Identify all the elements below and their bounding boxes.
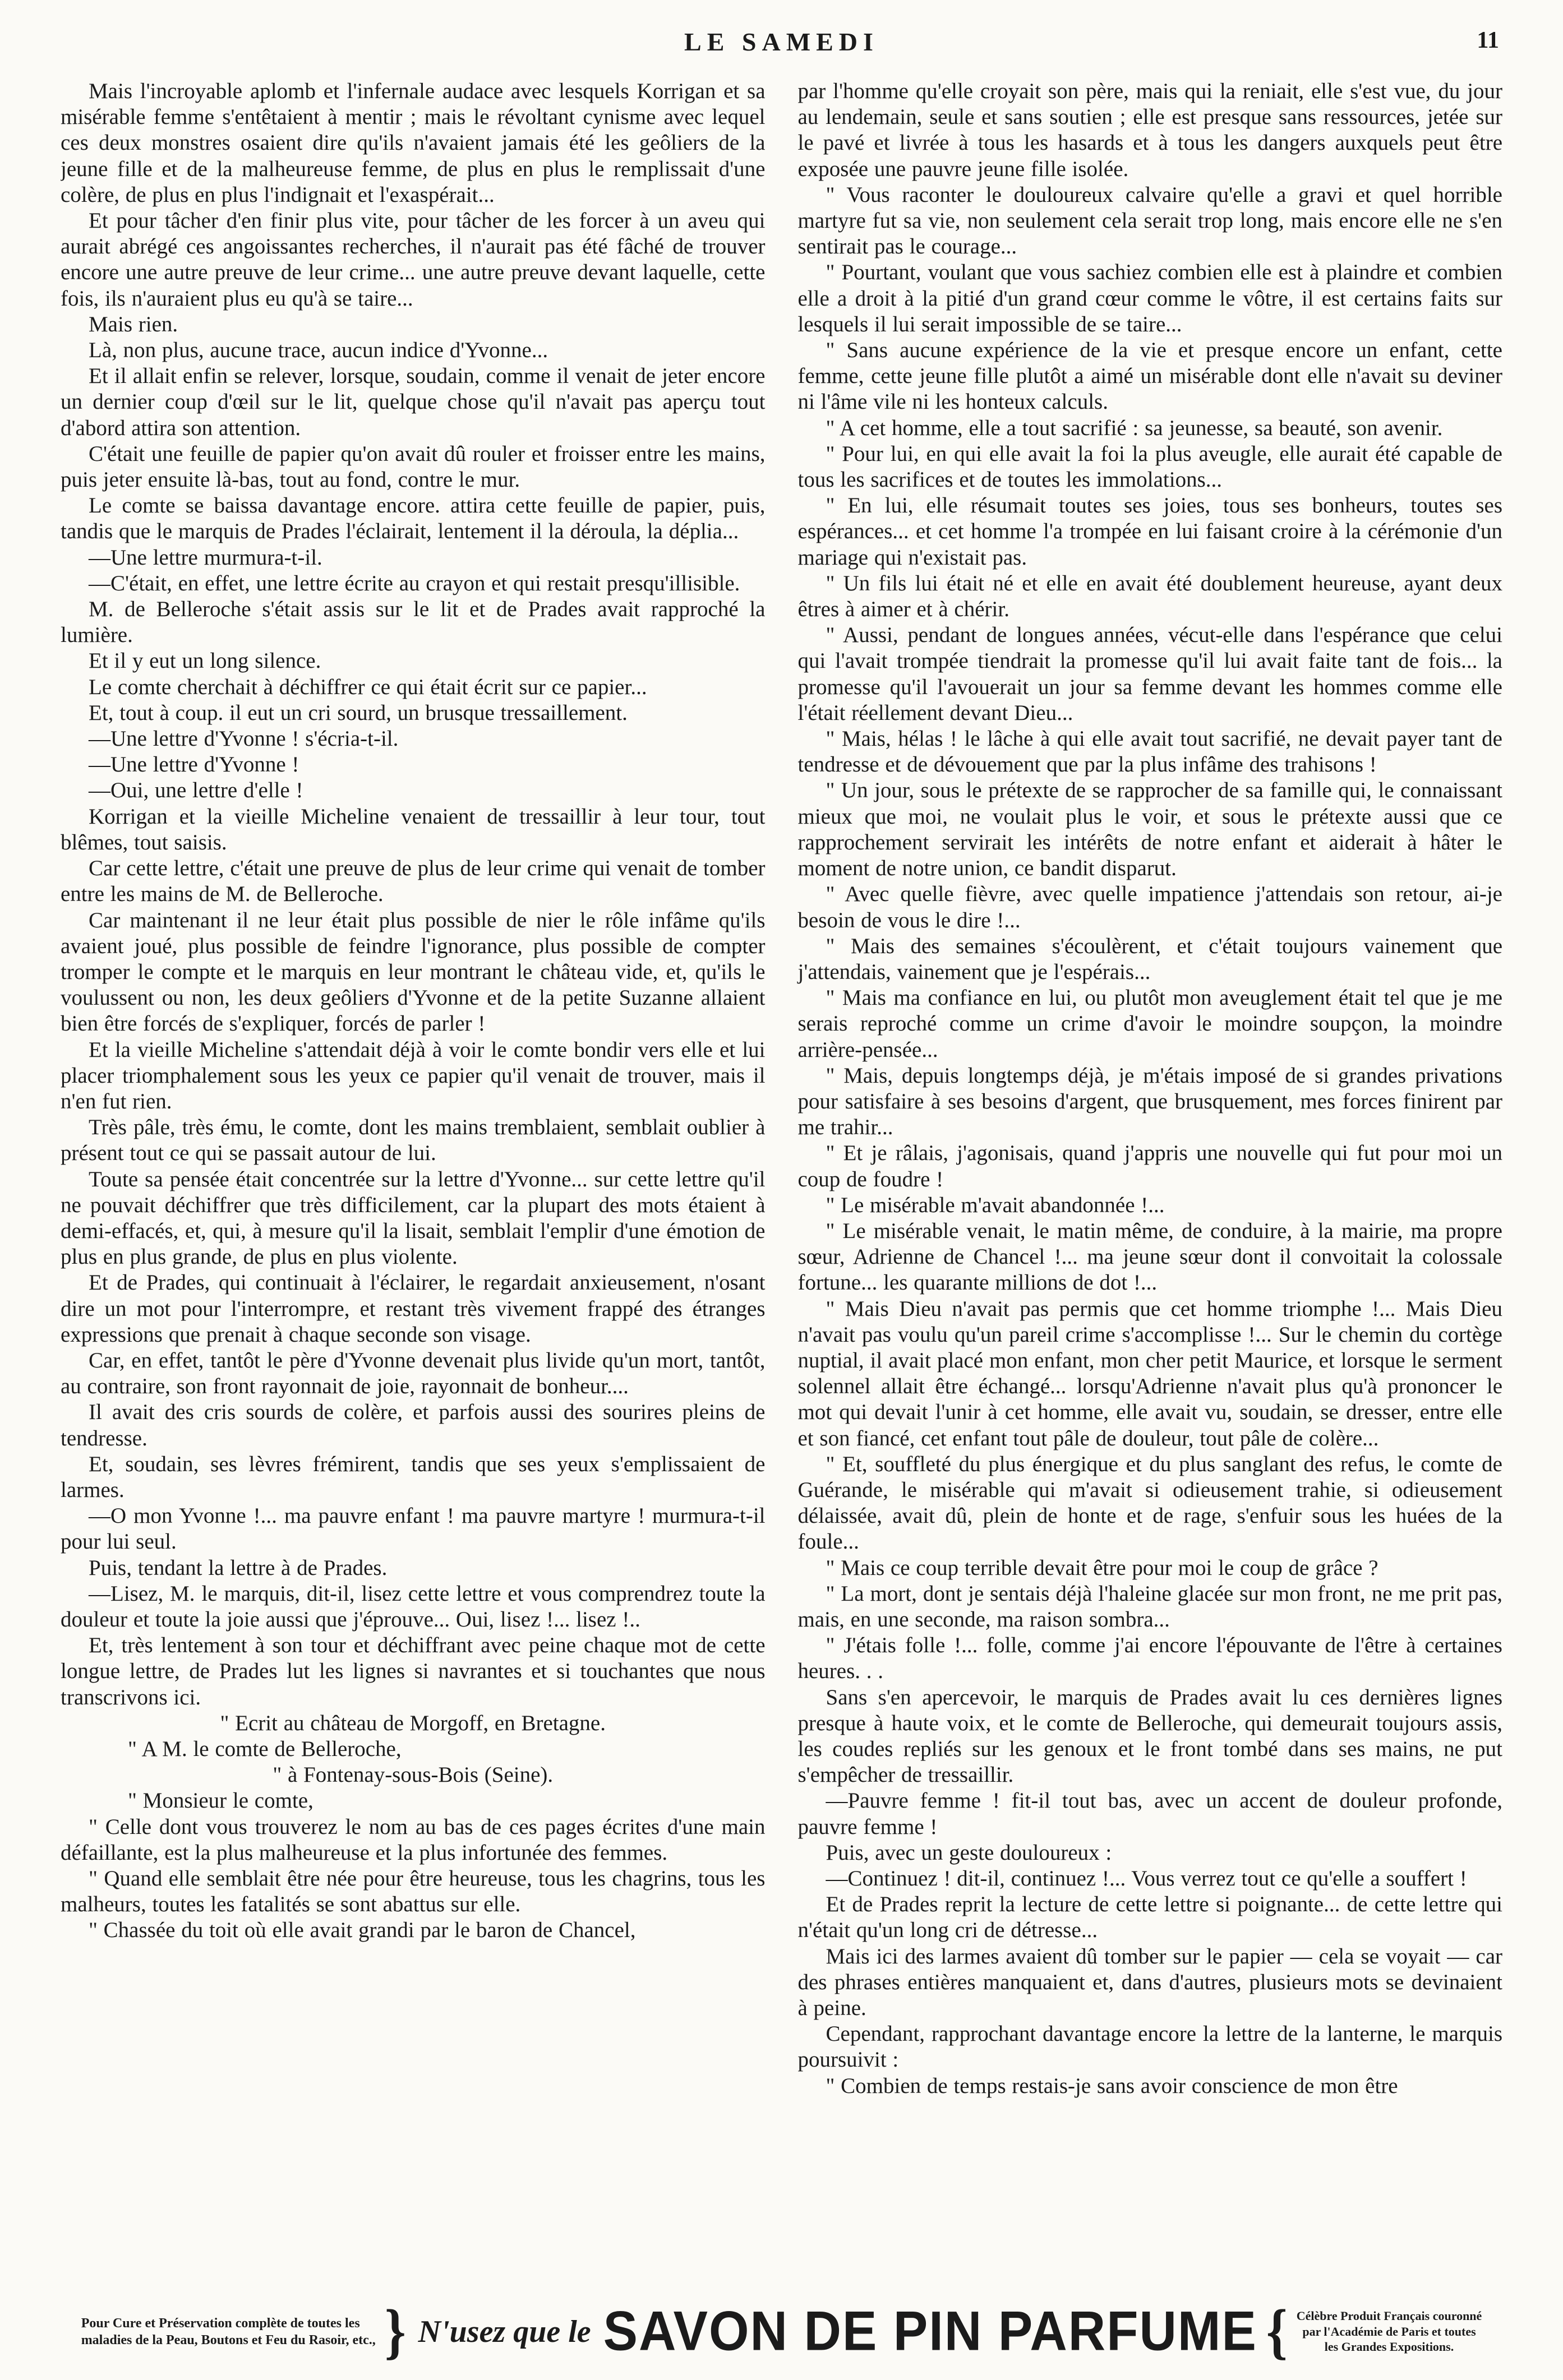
paragraph: " Mais Dieu n'avait pas permis que cet homme triomphe !... Mais Dieu n'avait pas voulu qu'un pareil crime s'accomplisse !... Sur le chemin du cortège nuptial, il avait placé mon enfant, mon cher petit Maurice, et lorsque le serment solennel allait être échangé... lorsqu'Adrienne n'avait plus qu'à prononcer le mot qui devait l'unir à cet homme, elle avait vu, soudain, se dresser, entre elle et son fiancé, cet enfant tout pâle de douleur, tout pâle de colère... [797, 1296, 1502, 1450]
paragraph: " Le misérable m'avait abandonnée !... [826, 1193, 1165, 1217]
ad-left-text [81, 2315, 376, 2349]
paragraph: Très pâle, très ému, le comte, dont les mains tremblaient, semblait oublier à présent tout ce qui se passait autour de lui. [61, 1115, 766, 1166]
ad-right-text [1297, 2308, 1482, 2355]
paragraph: —Pauvre femme ! fit-il tout bas, avec un accent de douleur profonde, pauvre femme ! [797, 1789, 1502, 1839]
paragraph: par l'homme qu'elle croyait son père, mais qui la reniait, elle s'est vue, du jour au lendemain, seule et sans soutien ; elle est presque sans ressources, jetée sur le pavé et livrée à tous les hasards et à tous les dangers auxquels peut être exposée une pauvre jeune fille isolée. [797, 79, 1502, 181]
paragraph: —Lisez, M. le marquis, dit-il, lisez cette lettre et vous comprendrez toute la douleur et toute la joie aussi que j'éprouve... Oui, lisez !... lisez !.. [61, 1581, 766, 1632]
paragraph: " Et je râlais, j'agonisais, quand j'appris une nouvelle qui fut pour moi un coup de foudre ! [797, 1141, 1502, 1191]
ad-right-line-2: par l'Académie de Paris et toutes [1302, 2324, 1476, 2339]
paragraph: " Celle dont vous trouverez le nom au bas de ces pages écrites d'une main défaillante, est la plus malheureuse et la plus infortunée des femmes. [61, 1814, 766, 1865]
paragraph: " Le misérable venait, le matin même, de conduire, à la mairie, ma propre sœur, Adrienne de Chancel !... ma jeune sœur dont il convoitait la colossale fortune... les quarante millions de dot !... [797, 1218, 1502, 1295]
paragraph: Et, très lentement à son tour et déchiffrant avec peine chaque mot de cette longue lettre, de Prades lut les lignes si navrantes et si touchantes que nous transcrivons ici. [61, 1633, 766, 1709]
paragraph: " Un jour, sous le prétexte de se rapprocher de sa famille qui, le connaissant mieux que moi, ne voulait plus le voir, et sous le prétexte aussi que ce rapprochement servirait les intérêts de notre enfant et aiderait à hâter le moment de notre union, ce bandit disparut. [797, 778, 1502, 881]
page-header [61, 27, 1502, 63]
paragraph: Et de Prades reprit la lecture de cette lettre si poignante... de cette lettre qui n'était qu'un long cri de détresse... [797, 1892, 1502, 1943]
paragraph: Puis, tendant la lettre à de Prades. [89, 1555, 388, 1580]
paragraph: " à Fontenay-sous-Bois (Seine). [273, 1763, 554, 1787]
paragraph: Et il allait enfin se relever, lorsque, soudain, comme il venait de jeter encore un dernier coup d'œil sur le lit, quelque chose qu'il n'avait pas aperçu tout d'abord attira son attention. [61, 364, 766, 440]
paragraph: —Une lettre murmura-t-il. [89, 545, 322, 570]
column-left [61, 78, 766, 2287]
paragraph: " Chassée du toit où elle avait grandi par le baron de Chancel, [89, 1918, 636, 1943]
paragraph: Et la vieille Micheline s'attendait déjà à voir le comte bondir vers elle et lui placer triomphalement sous les yeux ce papier qu'il venait de trouver, mais il n'en fut rien. [61, 1037, 766, 1113]
ad-left-line-1: Pour Cure et Préservation complète de toutes les [81, 2316, 360, 2331]
ad-left-line-2: maladies de la Peau, Boutons et Feu du Rasoir, etc., [81, 2332, 376, 2347]
paragraph: " Combien de temps restais-je sans avoir conscience de mon être [826, 2073, 1398, 2098]
paragraph: Et de Prades, qui continuait à l'éclairer, le regardait anxieusement, n'osant dire un mot pour l'interrompre, et restant très vivement frappé des étranges expressions que prenait à chaque seconde son visage. [61, 1270, 766, 1347]
paragraph: Car maintenant il ne leur était plus possible de nier le rôle infâme qu'ils avaient joué, plus possible de feindre l'ignorance, plus possible de compter tromper le compte et le marquis en leur montrant le château vide, et, qu'ils le voulussent ou non, les deux geôliers d'Yvonne et de la petite Suzanne allaient bien être forcés de s'expliquer, forcés de parler ! [61, 908, 766, 1036]
paragraph: " La mort, dont je sentais déjà l'haleine glacée sur mon front, ne me prit pas, mais, en une seconde, ma raison sombra... [797, 1581, 1502, 1632]
article-columns [61, 78, 1502, 2287]
masthead-title: LE SAMEDI [684, 27, 879, 56]
paragraph: " Mais, depuis longtemps déjà, je m'étais imposé de si grandes privations pour satisfaire à ses besoins d'argent, que brusquement, mes forces finirent par me trahir... [797, 1063, 1502, 1140]
paragraph: M. de Belleroche s'était assis sur le lit et de Prades avait rapproché la lumière. [61, 597, 766, 648]
paragraph: Cependant, rapprochant davantage encore la lettre de la lanterne, le marquis poursuivit : [797, 2022, 1502, 2072]
closing-brace-glyph: } [384, 2296, 406, 2366]
paragraph: " Aussi, pendant de longues années, vécut-elle dans l'espérance que celui qui l'avait trompée tiendrait la promesse qu'il lui avait faite tant de fois... la promesse qu'il l'avouerait un jour sa femme devant les hommes comme elle l'était réellement devant Dieu... [797, 623, 1502, 725]
paragraph: " Quand elle semblait être née pour être heureuse, tous les chagrins, tous les malheurs, toutes les fatalités se sont abattus sur elle. [61, 1866, 766, 1917]
paragraph: C'était une feuille de papier qu'on avait dû rouler et froisser entre les mains, puis jeter ensuite là-bas, tout au fond, contre le mur. [61, 441, 766, 492]
ad-product-name: SAVON DE PIN PARFUME [603, 2300, 1257, 2363]
paragraph: " Mais des semaines s'écoulèrent, et c'était toujours vainement que j'attendais, vainement que je l'espérais... [797, 933, 1502, 984]
paragraph: Et pour tâcher d'en finir plus vite, pour tâcher de les forcer à un aveu qui aurait abrégé ces angoissantes recherches, il n'aurait pas été fâché de trouver encore une autre preuve de leur crime... une autre preuve devant laquelle, cette fois, ils n'auraient plus eu qu'à se taire... [61, 209, 766, 311]
paragraph: —Oui, une lettre d'elle ! [89, 778, 303, 803]
paragraph: Là, non plus, aucune trace, aucun indice d'Yvonne... [89, 338, 548, 363]
paragraph: " Un fils lui était né et elle en avait été doublement heureuse, ayant deux êtres à aimer et à chérir. [797, 571, 1502, 622]
footer-ad [61, 2296, 1502, 2366]
paragraph: " Ecrit au château de Morgoff, en Bretagne. [220, 1711, 606, 1735]
paragraph: —Continuez ! dit-il, continuez !... Vous verrez tout ce qu'elle a souffert ! [826, 1866, 1467, 1891]
paragraph: " Avec quelle fièvre, avec quelle impatience j'attendais son retour, ai-je besoin de vous le dire !... [797, 882, 1502, 932]
paragraph: Le comte cherchait à déchiffrer ce qui était écrit sur ce papier... [89, 674, 647, 699]
paragraph: " En lui, elle résumait toutes ses joies, tous ses bonheurs, toutes ses espérances... et cet homme l'a trompée en lui faisant croire à la cérémonie d'un mariage qui n'existait pas. [797, 493, 1502, 570]
paragraph: " Vous raconter le douloureux calvaire qu'elle a gravi et quel horrible martyre fut sa vie, non seulement cela serait trop long, mais encore elle ne s'en sentirait pas le courage... [797, 182, 1502, 259]
paragraph: Toute sa pensée était concentrée sur la lettre d'Yvonne... sur cette lettre qu'il ne pouvait déchiffrer que très difficilement, car la plupart des mots étaient à demi-effacés, et, qui, à mesure qu'il la lisait, semblait l'emplir d'une émotion de plus en plus grande, de plus en plus violente. [61, 1167, 766, 1269]
paragraph: " Sans aucune expérience de la vie et presque encore un enfant, cette femme, cette jeune fille plutôt a aimé un misérable dont elle n'avait su deviner ni l'âme vile ni les honteux calculs. [797, 338, 1502, 414]
paragraph: —C'était, en effet, une lettre écrite au crayon et qui restait presqu'illisible. [89, 571, 740, 595]
paragraph: Et, tout à coup. il eut un cri sourd, un brusque tressaillement. [89, 700, 628, 725]
paragraph: Et il y eut un long silence. [89, 649, 321, 673]
column-right [798, 78, 1503, 2287]
paragraph: " Mais ma confiance en lui, ou plutôt mon aveuglement était tel que je me serais reproché comme un crime d'avoir le moindre soupçon, la moindre arrière-pensée... [797, 986, 1502, 1062]
paragraph: Le comte se baissa davantage encore. attira cette feuille de papier, puis, tandis que le marquis de Prades l'éclairait, lentement il la déroula, la déplia... [61, 493, 766, 544]
paragraph: —O mon Yvonne !... ma pauvre enfant ! ma pauvre martyre ! murmura-t-il pour lui seul. [61, 1504, 766, 1554]
paragraph: " Monsieur le comte, [128, 1789, 313, 1813]
paragraph: " A cet homme, elle a tout sacrifié : sa jeunesse, sa beauté, son avenir. [826, 415, 1443, 440]
paragraph: " Pour lui, en qui elle avait la foi la plus aveugle, elle aurait été capable de tous les sacrifices et de toutes les immolations... [797, 441, 1502, 492]
paragraph: " A M. le comte de Belleroche, [128, 1737, 402, 1761]
paragraph: " Pourtant, voulant que vous sachiez combien elle est à plaindre et combien elle a droit à la pitié d'un grand cœur comme le vôtre, il est certains faits sur lesquels il lui serait impossible de se taire... [797, 260, 1502, 336]
paragraph: Sans s'en apercevoir, le marquis de Prades avait lu ces dernières lignes presque à haute voix, et le comte de Belleroche, qui demeurait toujours assis, les coudes repliés sur les genoux et le front tombé dans ses mains, ne put s'empêcher de tressaillir. [797, 1685, 1502, 1787]
paragraph: Mais l'incroyable aplomb et l'infernale audace avec lesquels Korrigan et sa misérable femme s'entêtaient à mentir ; mais le révoltant cynisme avec lequel ces deux monstres osaient dire qu'ils n'avaient jamais été les geôliers de la jeune fille et de la malheureuse femme, de plus en plus le remplissait d'une colère, de plus en plus l'indignait et l'exaspérait... [61, 79, 766, 207]
paragraph: Mais rien. [89, 312, 178, 336]
paragraph: —Une lettre d'Yvonne ! [89, 752, 299, 777]
page-number: 11 [1477, 27, 1499, 53]
paragraph: Puis, avec un geste douloureux : [826, 1840, 1112, 1865]
paragraph: Car cette lettre, c'était une preuve de plus de leur crime qui venait de tomber entre les mains de M. de Belleroche. [61, 856, 766, 907]
paragraph: " Et, souffleté du plus énergique et du plus sanglant des refus, le comte de Guérande, le misérable qui m'avait si odieusement trahie, si odieusement délaissée, avait dû, plein de honte et de rage, s'enfuir sous les huées de la foule... [797, 1452, 1502, 1554]
paragraph: " J'étais folle !... folle, comme j'ai encore l'épouvante de l'être à certaines heures. . . [797, 1633, 1502, 1684]
paragraph: —Une lettre d'Yvonne ! s'écria-t-il. [89, 727, 399, 751]
opening-brace-glyph: { [1266, 2296, 1288, 2366]
paragraph: Et, soudain, ses lèvres frémirent, tandis que ses yeux s'emplissaient de larmes. [61, 1452, 766, 1502]
paragraph: Il avait des cris sourds de colère, et parfois aussi des sourires pleins de tendresse. [61, 1400, 766, 1450]
ad-lead-text: N'usez que le [418, 2314, 591, 2349]
paragraph: Mais ici des larmes avaient dû tomber sur le papier — cela se voyait — car des phrases entières manquaient et, dans d'autres, plusieurs mots se devinaient à peine. [797, 1944, 1502, 2021]
paragraph: Korrigan et la vieille Micheline venaient de tressaillir à leur tour, tout blêmes, tout saisis. [61, 804, 766, 854]
paragraph: Car, en effet, tantôt le père d'Yvonne devenait plus livide qu'un mort, tantôt, au contraire, son front rayonnait de joie, rayonnait de bonheur.... [61, 1348, 766, 1399]
ad-right-line-3: les Grandes Expositions. [1324, 2340, 1454, 2354]
paragraph: " Mais ce coup terrible devait être pour moi le coup de grâce ? [826, 1555, 1378, 1580]
ad-right-line-1: Célèbre Produit Français couronné [1296, 2309, 1482, 2323]
paragraph: " Mais, hélas ! le lâche à qui elle avait tout sacrifié, ne devait payer tant de tendresse et de dévouement que par la plus infâme des trahisons ! [797, 727, 1502, 777]
